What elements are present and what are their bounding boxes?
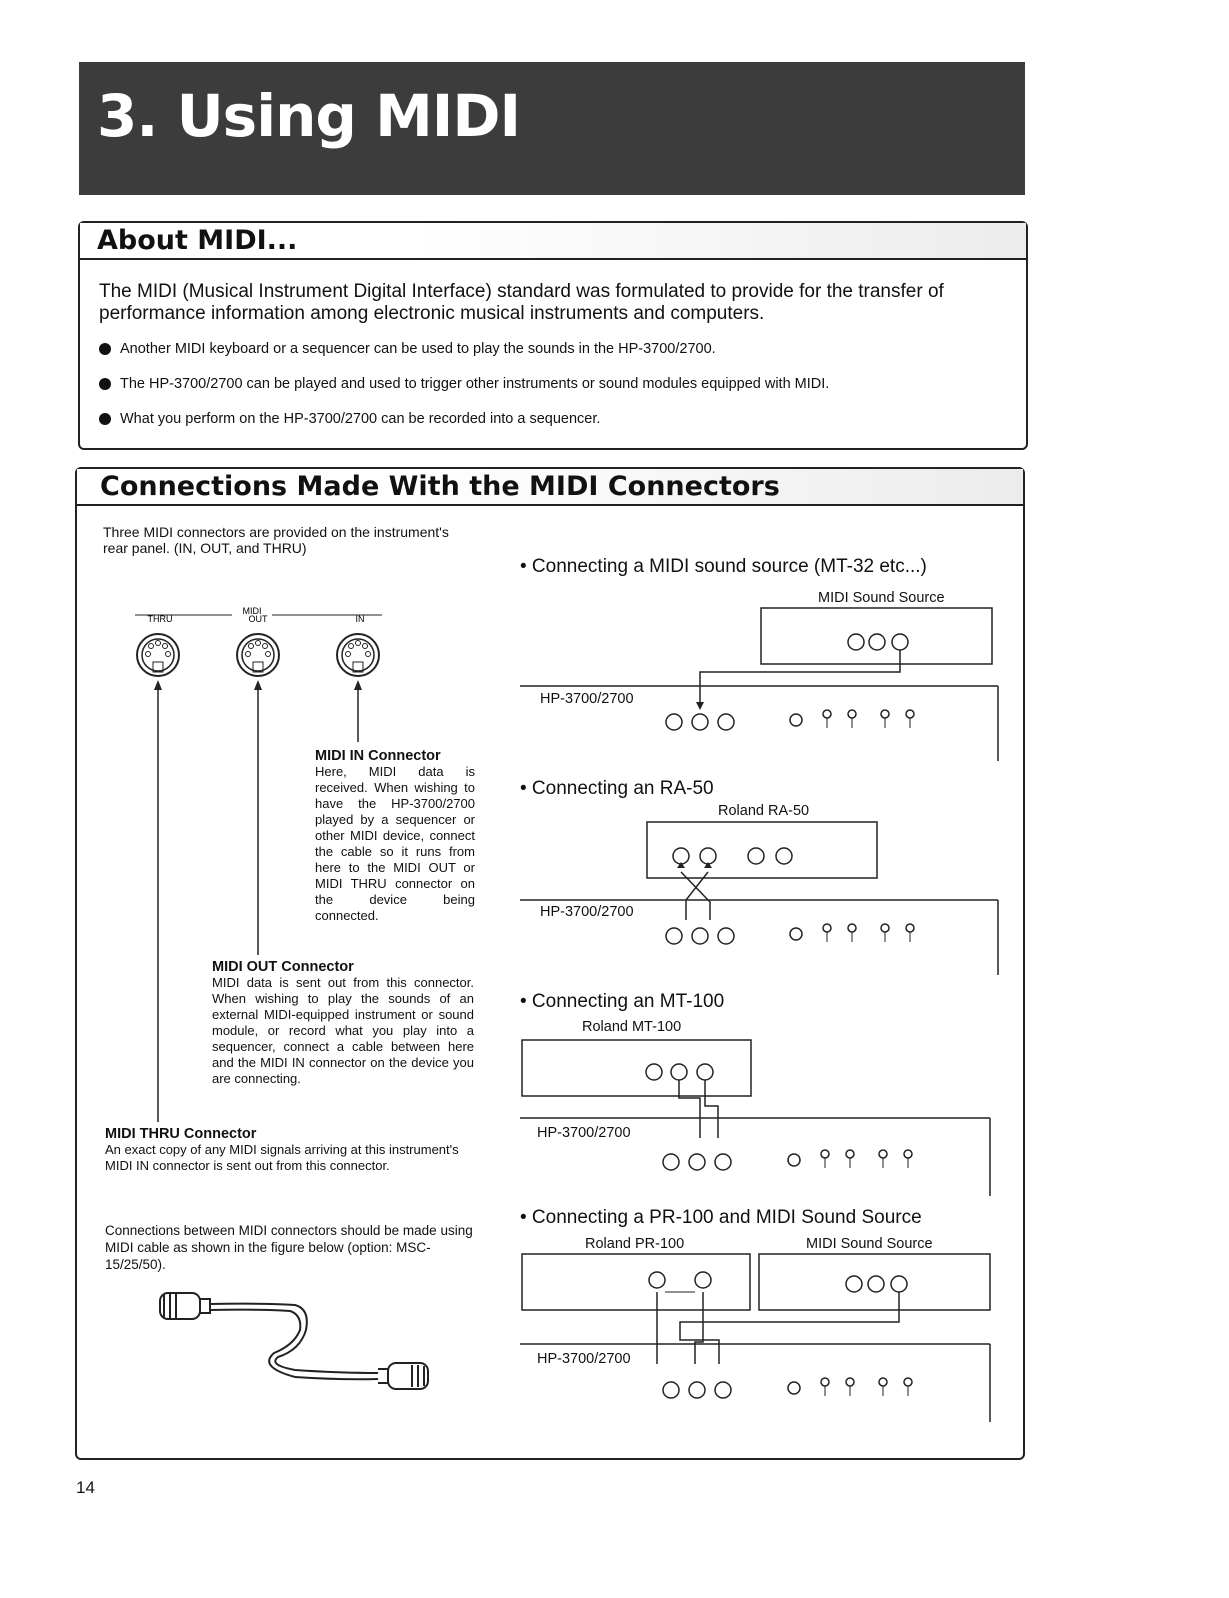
host-label: HP-3700/2700 xyxy=(540,904,634,920)
panel-label-midi: MIDI xyxy=(242,606,262,616)
about-midi-box xyxy=(78,221,1028,450)
host-label: HP-3700/2700 xyxy=(540,691,634,707)
example-2-diagram xyxy=(520,820,1000,976)
bullet-text: The HP-3700/2700 can be played and used to trigger other instruments or sound modules equipped with MIDI. xyxy=(120,376,830,392)
midi-in-text: Here, MIDI data is received. When wishing to have the HP-3700/2700 played by a sequencer or other MIDI device, connect the cable so it runs from here to the MIDI OUT or MIDI THRU connector on the device being connected. xyxy=(315,764,475,923)
bullet-text: Another MIDI keyboard or a sequencer can be used to play the sounds in the HP-3700/2700. xyxy=(120,341,716,357)
example-1-diagram xyxy=(520,606,1000,762)
midi-out-description xyxy=(212,959,474,1087)
about-bullet xyxy=(99,376,829,392)
about-midi-intro: The MIDI (Musical Instrument Digital Interface) standard was formulated to provide for the transfer of performance information among electronic musical instruments and computers. xyxy=(99,281,944,324)
device-label: Roland RA-50 xyxy=(718,803,810,819)
midi-cable-illustration xyxy=(150,1285,440,1395)
about-midi-header xyxy=(80,223,1026,260)
connections-heading: Connections Made With the MIDI Connectors xyxy=(100,471,780,502)
bullet-dot xyxy=(99,378,111,390)
example-4-diagram xyxy=(520,1252,1000,1424)
midi-thru-jack-icon xyxy=(137,634,179,676)
about-bullet xyxy=(99,341,716,357)
midi-in-description xyxy=(315,748,475,924)
example-title: • Connecting a PR-100 and MIDI Sound Source xyxy=(520,1207,922,1228)
midi-out-title: MIDI OUT Connector xyxy=(212,959,354,975)
midi-out-text: MIDI data is sent out from this connector. When wishing to play the sounds of an external MIDI-equipped instrument or sound module, or record what you play into a sequencer, connect a cable between here and the MIDI IN connector on the device you are connecting. xyxy=(212,975,474,1086)
example-title: • Connecting a MIDI sound source (MT-32 etc...) xyxy=(520,556,927,577)
midi-out-jack-icon xyxy=(237,634,279,676)
connections-intro: Three MIDI connectors are provided on the instrument's rear panel. (IN, OUT, and THRU) xyxy=(103,524,449,556)
panel-label-out: OUT xyxy=(248,614,268,624)
example-3-diagram xyxy=(520,1038,1000,1198)
device-label: Roland MT-100 xyxy=(582,1019,682,1035)
midi-thru-text: An exact copy of any MIDI signals arriving at this instrument's MIDI IN connector is sent out from this connector. xyxy=(105,1142,459,1173)
midi-in-title: MIDI IN Connector xyxy=(315,748,441,764)
page-number: 14 xyxy=(76,1478,95,1497)
cable-note: Connections between MIDI connectors should be made using MIDI cable as shown in the figure below (option: MSC-15/25/50). xyxy=(105,1223,473,1272)
bullet-dot xyxy=(99,413,111,425)
example-title: • Connecting an MT-100 xyxy=(520,991,725,1012)
panel-label-in: IN xyxy=(355,614,365,624)
device-label-2: MIDI Sound Source xyxy=(806,1236,933,1252)
midi-thru-title: MIDI THRU Connector xyxy=(105,1126,257,1142)
device-label: Roland PR-100 xyxy=(585,1236,685,1252)
example-title: • Connecting an RA-50 xyxy=(520,778,714,799)
chapter-banner xyxy=(79,62,1025,195)
about-bullet xyxy=(99,411,600,427)
panel-label-thru: THRU xyxy=(147,614,173,624)
device-label: MIDI Sound Source xyxy=(818,590,945,606)
midi-in-jack-icon xyxy=(337,634,379,676)
midi-thru-description xyxy=(105,1126,470,1174)
host-label: HP-3700/2700 xyxy=(537,1125,631,1141)
connections-header xyxy=(77,469,1023,506)
bullet-text: What you perform on the HP-3700/2700 can be recorded into a sequencer. xyxy=(120,411,601,427)
chapter-title: 3. Using MIDI xyxy=(97,82,521,150)
bullet-dot xyxy=(99,343,111,355)
about-midi-heading: About MIDI... xyxy=(97,225,298,256)
host-label: HP-3700/2700 xyxy=(537,1351,631,1367)
